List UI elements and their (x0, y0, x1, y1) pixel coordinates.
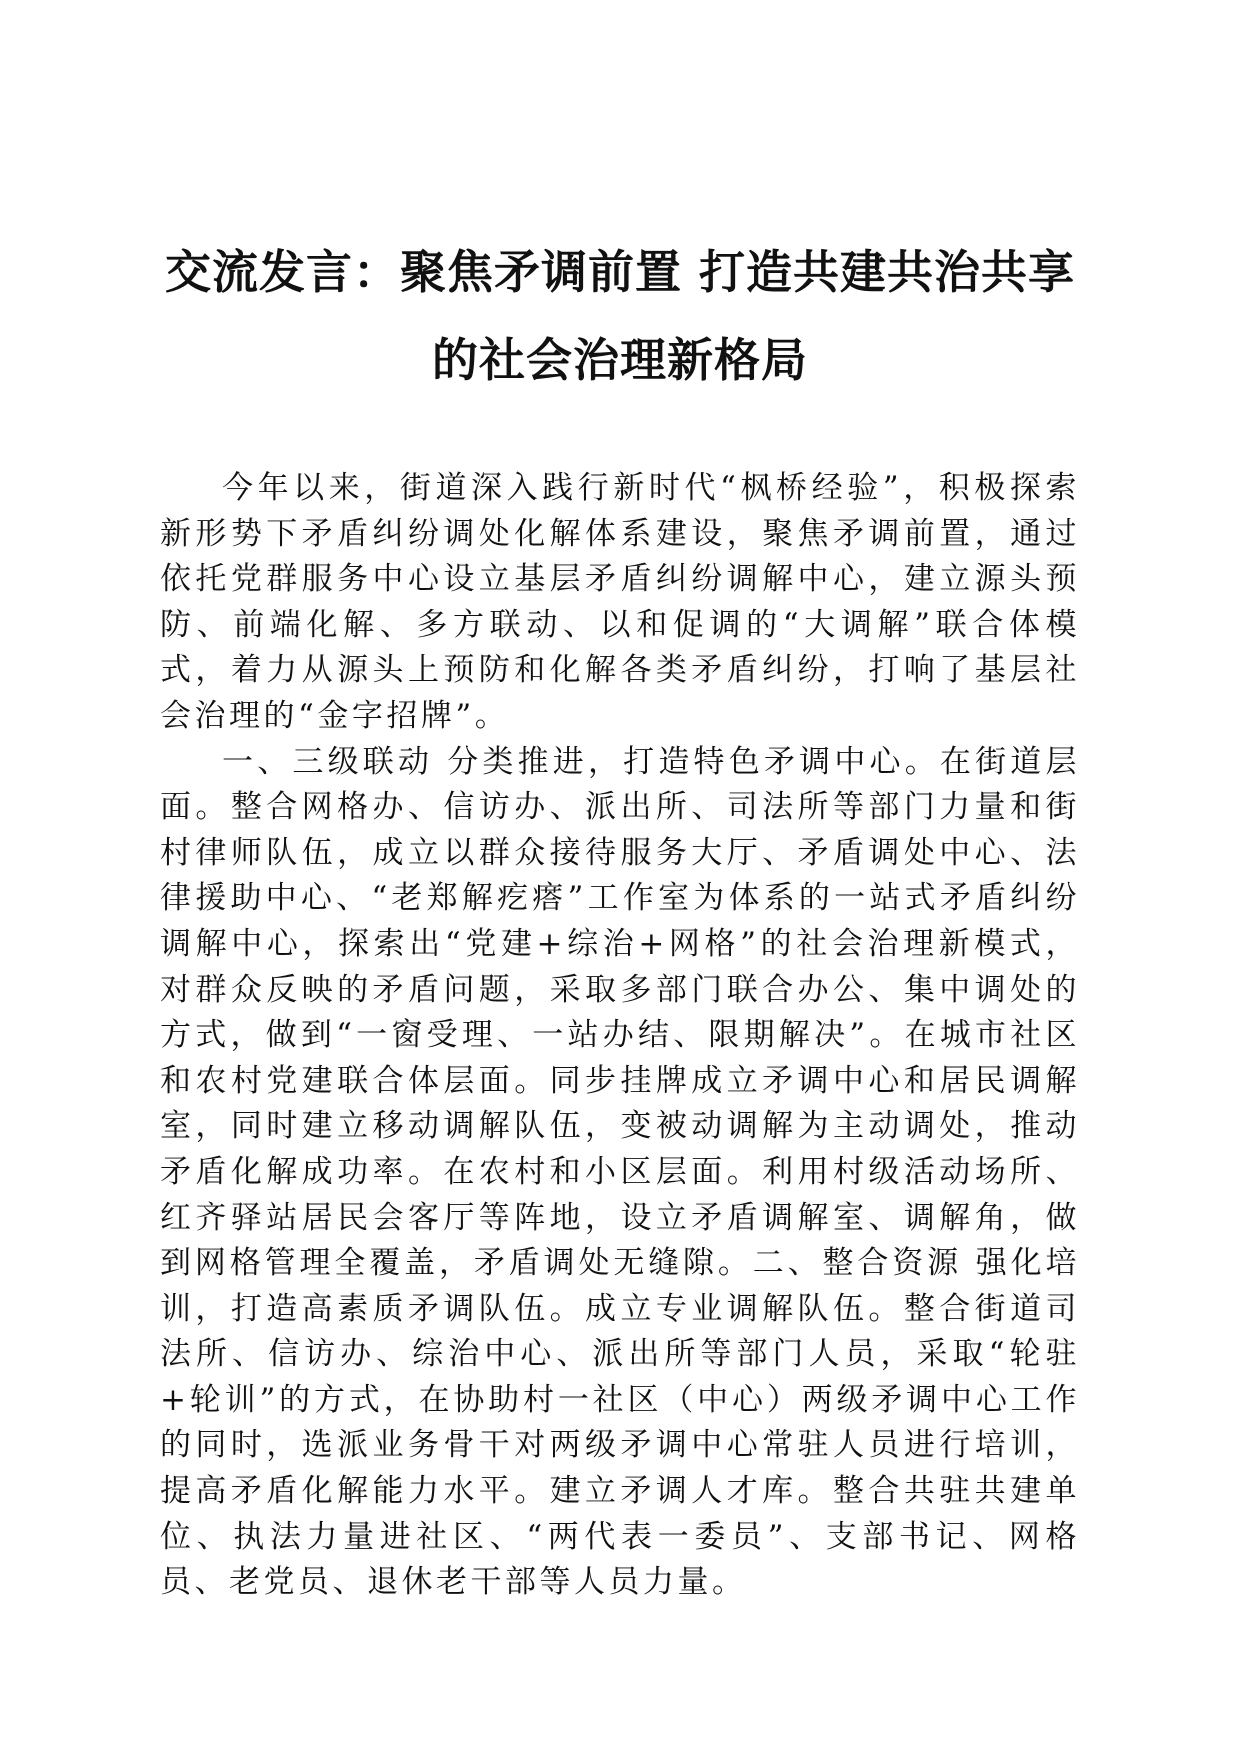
document-body (160, 466, 1080, 1606)
paragraph-section-one-two: 一、三级联动 分类推进，打造特色矛调中心。在街道层面。整合网格办、信访办、派出所、司法所等部门力量和街村律师队伍，成立以群众接待服务大厅、矛盾调处中心、法律援助中心、“老郑解疙瘩”工作室为体系的一站式矛盾纠纷调解中心，探索出“党建+综治+网格”的社会治理新模式，对群众反映的矛盾问题，采取多部门联合办公、集中调处的方式，做到“一窗受理、一站办结、限期解决”。在城市社区和农村党建联合体层面。同步挂牌成立矛调中心和居民调解室，同时建立移动调解队伍，变被动调解为主动调处，推动矛盾化解成功率。在农村和小区层面。利用村级活动场所、红齐驿站居民会客厅等阵地，设立矛盾调解室、调解角，做到网格管理全覆盖，矛盾调处无缝隙。二、整合资源 强化培训，打造高素质矛调队伍。成立专业调解队伍。整合街道司法所、信访办、综治中心、派出所等部门人员，采取“轮驻+轮训”的方式，在协助村一社区（中心）两级矛调中心工作的同时，选派业务骨干对两级矛调中心常驻人员进行培训，提高矛盾化解能力水平。建立矛调人才库。整合共驻共建单位、执法力量进社区、“两代表一委员”、支部书记、网格员、老党员、退休老干部等人员力量。 (160, 743, 1080, 1601)
title-line-1: 交流发言：聚焦矛调前置 打造共建共治共享 (164, 245, 1075, 299)
paragraph-intro: 今年以来，街道深入践行新时代“枫桥经验”，积极探索新形势下矛盾纠纷调处化解体系建设，聚焦矛调前置，通过依托党群服务中心设立基层矛盾纠纷调解中心，建立源头预防、前端化解、多方联动、以和促调的“大调解”联合体模式，着力从源头上预防和化解各类矛盾纠纷，打响了基层社会治理的“金字招牌”。 (160, 470, 1080, 734)
title-line-2: 的社会治理新格局 (432, 333, 808, 387)
document-title (150, 228, 1090, 404)
